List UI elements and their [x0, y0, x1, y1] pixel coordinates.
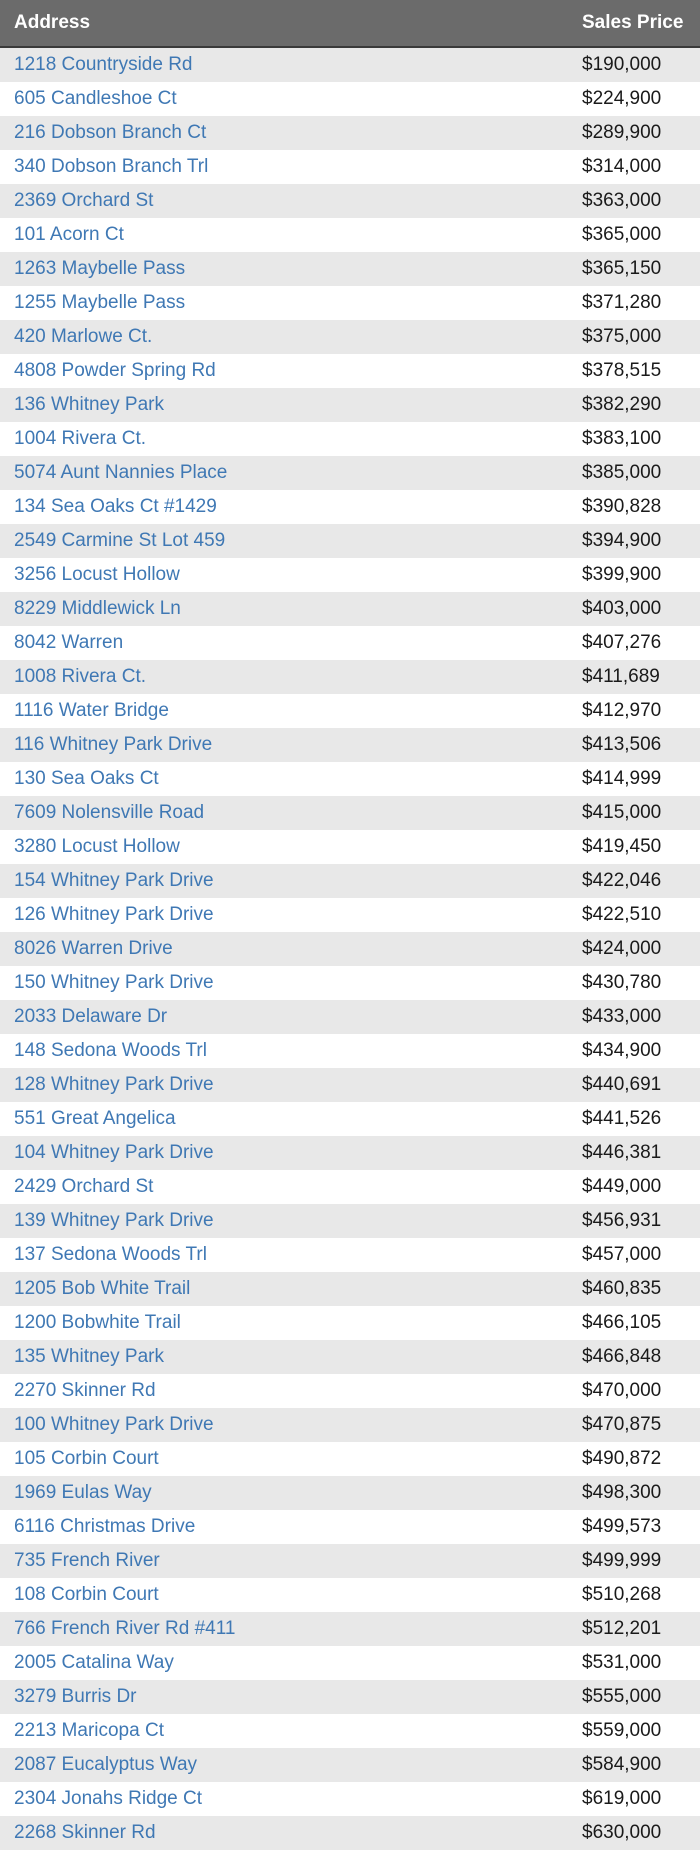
sales-price-cell: $403,000 — [578, 592, 700, 626]
address-link[interactable]: 3256 Locust Hollow — [14, 564, 180, 585]
address-link[interactable]: 1200 Bobwhite Trail — [14, 1312, 181, 1333]
table-row — [0, 694, 700, 728]
sales-price-cell: $419,450 — [578, 830, 700, 864]
address-link[interactable]: 1008 Rivera Ct. — [14, 666, 147, 687]
sales-price-cell: $385,000 — [578, 456, 700, 490]
table-row — [0, 524, 700, 558]
table-row — [0, 1442, 700, 1476]
table-row — [0, 1476, 700, 1510]
address-link[interactable]: 101 Acorn Ct — [14, 224, 124, 245]
address-cell — [0, 762, 578, 796]
table-row — [0, 1238, 700, 1272]
address-link[interactable]: 766 French River Rd #411 — [14, 1618, 236, 1639]
sales-price-cell: $510,268 — [578, 1578, 700, 1612]
address-link[interactable]: 420 Marlowe Ct. — [14, 326, 153, 347]
table-row — [0, 252, 700, 286]
table-row — [0, 1816, 700, 1850]
sales-price-cell: $440,691 — [578, 1068, 700, 1102]
address-link[interactable]: 3279 Burris Dr — [14, 1686, 137, 1707]
sales-price-cell: $414,999 — [578, 762, 700, 796]
address-cell — [0, 1306, 578, 1340]
address-link[interactable]: 105 Corbin Court — [14, 1448, 159, 1469]
table-header — [0, 0, 700, 47]
sales-price-cell: $390,828 — [578, 490, 700, 524]
address-cell — [0, 1646, 578, 1680]
sales-price-cell: $584,900 — [578, 1748, 700, 1782]
table-row — [0, 728, 700, 762]
address-cell — [0, 1136, 578, 1170]
address-link[interactable]: 104 Whitney Park Drive — [14, 1142, 214, 1163]
address-cell — [0, 1578, 578, 1612]
address-link[interactable]: 2033 Delaware Dr — [14, 1006, 168, 1027]
address-link[interactable]: 1004 Rivera Ct. — [14, 428, 147, 449]
table-row — [0, 864, 700, 898]
address-link[interactable]: 8042 Warren — [14, 632, 124, 653]
address-cell — [0, 728, 578, 762]
sales-price-cell: $375,000 — [578, 320, 700, 354]
sales-price-cell: $415,000 — [578, 796, 700, 830]
table-row — [0, 116, 700, 150]
address-cell — [0, 1204, 578, 1238]
sales-price-cell: $457,000 — [578, 1238, 700, 1272]
sales-price-cell: $224,900 — [578, 82, 700, 116]
address-link[interactable]: 116 Whitney Park Drive — [14, 734, 213, 755]
sales-price-cell: $190,000 — [578, 47, 700, 82]
sales-price-column-header[interactable]: Sales Price — [578, 0, 700, 47]
address-link[interactable]: 605 Candleshoe Ct — [14, 88, 177, 109]
table-row — [0, 558, 700, 592]
address-cell — [0, 1544, 578, 1578]
table-row — [0, 1408, 700, 1442]
table-row — [0, 626, 700, 660]
table-row — [0, 932, 700, 966]
address-cell — [0, 966, 578, 1000]
address-link[interactable]: 2213 Maricopa Ct — [14, 1720, 164, 1741]
sales-price-cell: $394,900 — [578, 524, 700, 558]
sales-price-cell: $363,000 — [578, 184, 700, 218]
address-cell — [0, 422, 578, 456]
table-body — [0, 47, 700, 1850]
address-cell — [0, 1034, 578, 1068]
sales-price-cell: $441,526 — [578, 1102, 700, 1136]
sales-price-cell: $371,280 — [578, 286, 700, 320]
address-cell — [0, 116, 578, 150]
table-row — [0, 1204, 700, 1238]
sales-price-cell: $630,000 — [578, 1816, 700, 1850]
sales-price-cell: $490,872 — [578, 1442, 700, 1476]
table-row — [0, 1714, 700, 1748]
sales-price-cell: $407,276 — [578, 626, 700, 660]
table-row — [0, 388, 700, 422]
address-cell — [0, 1816, 578, 1850]
table-row — [0, 1374, 700, 1408]
address-link[interactable]: 136 Whitney Park — [14, 394, 164, 415]
address-link[interactable]: 2549 Carmine St Lot 459 — [14, 530, 226, 551]
address-link[interactable]: 1116 Water Bridge — [14, 700, 169, 721]
address-cell — [0, 864, 578, 898]
address-cell — [0, 830, 578, 864]
address-link[interactable]: 551 Great Angelica — [14, 1108, 176, 1129]
table-row — [0, 1340, 700, 1374]
sales-price-cell: $412,970 — [578, 694, 700, 728]
address-link[interactable]: 4808 Powder Spring Rd — [14, 360, 216, 381]
address-cell — [0, 1680, 578, 1714]
table-row — [0, 660, 700, 694]
sales-price-cell: $512,201 — [578, 1612, 700, 1646]
address-cell — [0, 1510, 578, 1544]
address-link[interactable]: 2087 Eucalyptus Way — [14, 1754, 198, 1775]
address-cell — [0, 354, 578, 388]
table-row — [0, 1068, 700, 1102]
address-link[interactable]: 128 Whitney Park Drive — [14, 1074, 214, 1095]
table-row — [0, 422, 700, 456]
address-link[interactable]: 5074 Aunt Nannies Place — [14, 462, 228, 483]
address-link[interactable]: 2429 Orchard St — [14, 1176, 154, 1197]
address-link[interactable]: 2369 Orchard St — [14, 190, 154, 211]
table-row — [0, 762, 700, 796]
address-link[interactable]: 6116 Christmas Drive — [14, 1516, 196, 1537]
sales-price-cell: $498,300 — [578, 1476, 700, 1510]
address-link[interactable]: 137 Sedona Woods Trl — [14, 1244, 207, 1265]
address-column-header[interactable]: Address — [0, 0, 578, 47]
table-row — [0, 898, 700, 932]
address-link[interactable]: 8026 Warren Drive — [14, 938, 173, 959]
address-cell — [0, 1442, 578, 1476]
address-cell — [0, 1374, 578, 1408]
address-cell — [0, 1102, 578, 1136]
sales-price-cell: $424,000 — [578, 932, 700, 966]
table-row — [0, 82, 700, 116]
address-cell — [0, 592, 578, 626]
table-row — [0, 1510, 700, 1544]
sales-price-cell: $382,290 — [578, 388, 700, 422]
sales-price-cell: $466,105 — [578, 1306, 700, 1340]
address-link[interactable]: 1205 Bob White Trail — [14, 1278, 191, 1299]
address-cell — [0, 1238, 578, 1272]
address-cell — [0, 1170, 578, 1204]
address-link[interactable]: 7609 Nolensville Road — [14, 802, 205, 823]
address-cell — [0, 660, 578, 694]
sales-price-cell: $499,573 — [578, 1510, 700, 1544]
sales-price-cell: $399,900 — [578, 558, 700, 592]
table-row — [0, 286, 700, 320]
table-row — [0, 1306, 700, 1340]
table-row — [0, 1578, 700, 1612]
address-cell — [0, 184, 578, 218]
sales-price-cell: $434,900 — [578, 1034, 700, 1068]
table-row — [0, 1544, 700, 1578]
address-link[interactable]: 135 Whitney Park — [14, 1346, 164, 1367]
header-row — [0, 0, 700, 47]
address-link[interactable]: 108 Corbin Court — [14, 1584, 159, 1605]
table-row — [0, 218, 700, 252]
table-row — [0, 592, 700, 626]
address-link[interactable]: 134 Sea Oaks Ct #1429 — [14, 496, 217, 517]
address-cell — [0, 1068, 578, 1102]
sales-price-cell: $365,000 — [578, 218, 700, 252]
address-cell — [0, 524, 578, 558]
table-row — [0, 1782, 700, 1816]
address-link[interactable]: 148 Sedona Woods Trl — [14, 1040, 207, 1061]
address-cell — [0, 558, 578, 592]
table-row — [0, 1102, 700, 1136]
sales-price-cell: $456,931 — [578, 1204, 700, 1238]
address-link[interactable]: 1969 Eulas Way — [14, 1482, 152, 1503]
address-link[interactable]: 1263 Maybelle Pass — [14, 258, 186, 279]
sales-price-cell: $314,000 — [578, 150, 700, 184]
address-link[interactable]: 735 French River — [14, 1550, 160, 1571]
table-row — [0, 1034, 700, 1068]
address-link[interactable]: 1218 Countryside Rd — [14, 54, 193, 75]
address-cell — [0, 320, 578, 354]
sales-price-cell: $378,515 — [578, 354, 700, 388]
address-cell — [0, 218, 578, 252]
sales-price-cell: $499,999 — [578, 1544, 700, 1578]
sales-price-cell: $619,000 — [578, 1782, 700, 1816]
sales-price-cell: $460,835 — [578, 1272, 700, 1306]
address-cell — [0, 150, 578, 184]
sales-price-cell: $433,000 — [578, 1000, 700, 1034]
sales-price-cell: $289,900 — [578, 116, 700, 150]
table-row — [0, 490, 700, 524]
sales-price-cell: $413,506 — [578, 728, 700, 762]
address-link[interactable]: 2268 Skinner Rd — [14, 1822, 156, 1843]
address-link[interactable]: 8229 Middlewick Ln — [14, 598, 181, 619]
address-cell — [0, 1408, 578, 1442]
sales-price-cell: $365,150 — [578, 252, 700, 286]
address-cell — [0, 626, 578, 660]
address-link[interactable]: 340 Dobson Branch Trl — [14, 156, 209, 177]
address-cell — [0, 1476, 578, 1510]
address-cell — [0, 490, 578, 524]
address-cell — [0, 1000, 578, 1034]
table-row — [0, 320, 700, 354]
address-cell — [0, 388, 578, 422]
table-row — [0, 966, 700, 1000]
table-row — [0, 1680, 700, 1714]
sales-price-cell: $449,000 — [578, 1170, 700, 1204]
address-cell — [0, 932, 578, 966]
sales-price-cell: $470,000 — [578, 1374, 700, 1408]
sales-price-cell: $555,000 — [578, 1680, 700, 1714]
table-row — [0, 830, 700, 864]
table-row — [0, 1136, 700, 1170]
address-link[interactable]: 1255 Maybelle Pass — [14, 292, 186, 313]
table-row — [0, 354, 700, 388]
address-cell — [0, 694, 578, 728]
table-row — [0, 1748, 700, 1782]
table-row — [0, 456, 700, 490]
table-row — [0, 1000, 700, 1034]
address-cell — [0, 1782, 578, 1816]
table-row — [0, 1646, 700, 1680]
address-cell — [0, 286, 578, 320]
sales-price-cell: $466,848 — [578, 1340, 700, 1374]
address-cell — [0, 47, 578, 82]
address-cell — [0, 456, 578, 490]
sales-price-cell: $411,689 — [578, 660, 700, 694]
table-row — [0, 1272, 700, 1306]
address-link[interactable]: 126 Whitney Park Drive — [14, 904, 214, 925]
address-link[interactable]: 150 Whitney Park Drive — [14, 972, 214, 993]
address-cell — [0, 898, 578, 932]
table-row — [0, 1612, 700, 1646]
sales-price-cell: $422,046 — [578, 864, 700, 898]
address-cell — [0, 1272, 578, 1306]
address-cell — [0, 1714, 578, 1748]
sales-price-cell: $446,381 — [578, 1136, 700, 1170]
address-cell — [0, 82, 578, 116]
address-link[interactable]: 2270 Skinner Rd — [14, 1380, 156, 1401]
sales-price-cell: $470,875 — [578, 1408, 700, 1442]
address-cell — [0, 796, 578, 830]
table-row — [0, 1170, 700, 1204]
table-row — [0, 184, 700, 218]
sales-price-cell: $422,510 — [578, 898, 700, 932]
address-link[interactable]: 154 Whitney Park Drive — [14, 870, 214, 891]
address-link[interactable]: 100 Whitney Park Drive — [14, 1414, 214, 1435]
address-link[interactable]: 2005 Catalina Way — [14, 1652, 174, 1673]
sales-price-cell: $559,000 — [578, 1714, 700, 1748]
table-row — [0, 47, 700, 82]
sales-price-cell: $430,780 — [578, 966, 700, 1000]
sales-price-cell: $531,000 — [578, 1646, 700, 1680]
address-cell — [0, 252, 578, 286]
address-link[interactable]: 139 Whitney Park Drive — [14, 1210, 214, 1231]
address-link[interactable]: 216 Dobson Branch Ct — [14, 122, 207, 143]
table-row — [0, 796, 700, 830]
address-link[interactable]: 3280 Locust Hollow — [14, 836, 180, 857]
address-cell — [0, 1748, 578, 1782]
address-cell — [0, 1340, 578, 1374]
address-cell — [0, 1612, 578, 1646]
table-row — [0, 150, 700, 184]
address-link[interactable]: 130 Sea Oaks Ct — [14, 768, 159, 789]
sales-price-cell: $383,100 — [578, 422, 700, 456]
address-link[interactable]: 2304 Jonahs Ridge Ct — [14, 1788, 203, 1809]
